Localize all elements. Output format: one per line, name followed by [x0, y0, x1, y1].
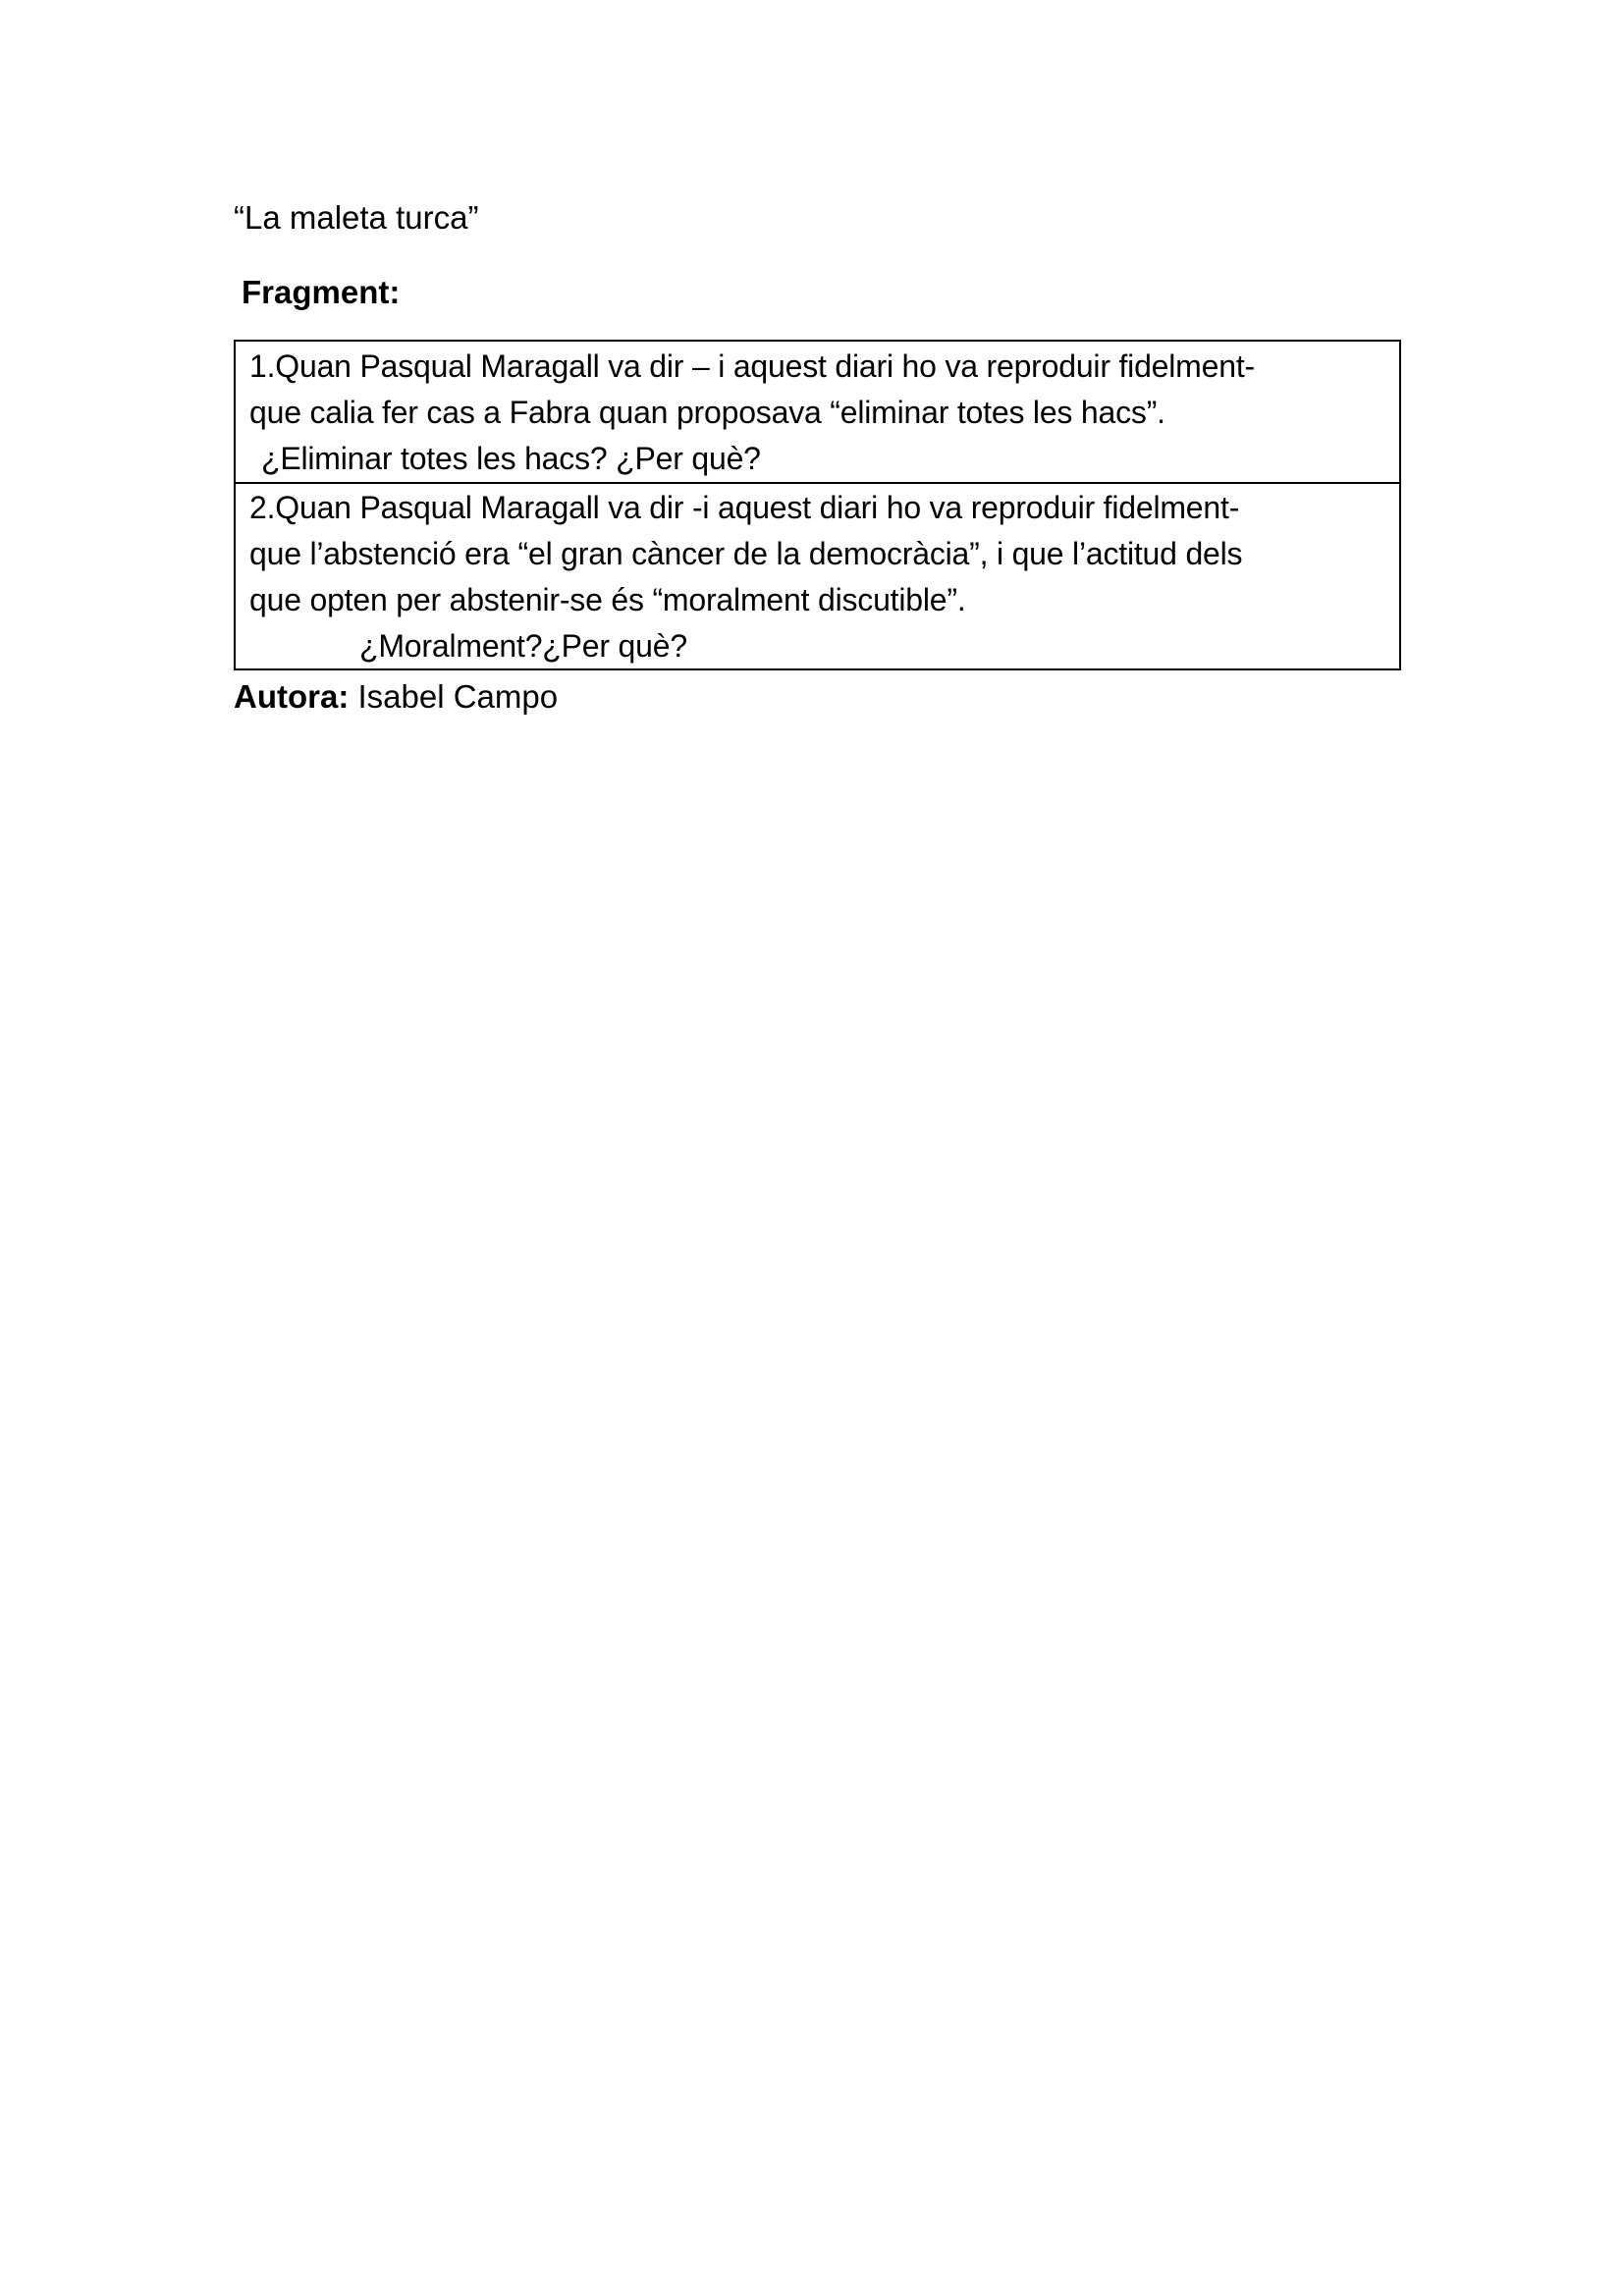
fragment-2-question: ¿Moralment?¿Per què? [359, 628, 687, 664]
fragment-row-2 [236, 482, 1399, 668]
author-name: Isabel Campo [357, 678, 559, 715]
document-title: “La maleta turca” [234, 199, 479, 236]
fragment-row-1 [236, 342, 1399, 482]
author-label: Autora: [234, 678, 350, 715]
author-line [234, 677, 558, 717]
fragment-table [234, 340, 1401, 670]
fragment-2-line-1: 2.Quan Pasqual Maragall va dir -i aquest diari ho va reproduir fidelment- [249, 490, 1240, 525]
fragment-1-line-2: que calia fer cas a Fabra quan proposava “eliminar totes les hacs”. [249, 395, 1165, 430]
fragment-label: Fragment: [242, 274, 401, 310]
fragment-1-line-1: 1.Quan Pasqual Maragall va dir – i aquest diari ho va reproduir fidelment- [249, 348, 1255, 384]
fragment-2-line-3: que opten per abstenir-se és “moralment discutible”. [249, 582, 966, 617]
fragment-1-question: ¿Eliminar totes les hacs? ¿Per què? [261, 441, 761, 476]
fragment-2-line-2: que l’abstenció era “el gran càncer de la democràcia”, i que l’actitud dels [249, 536, 1243, 571]
